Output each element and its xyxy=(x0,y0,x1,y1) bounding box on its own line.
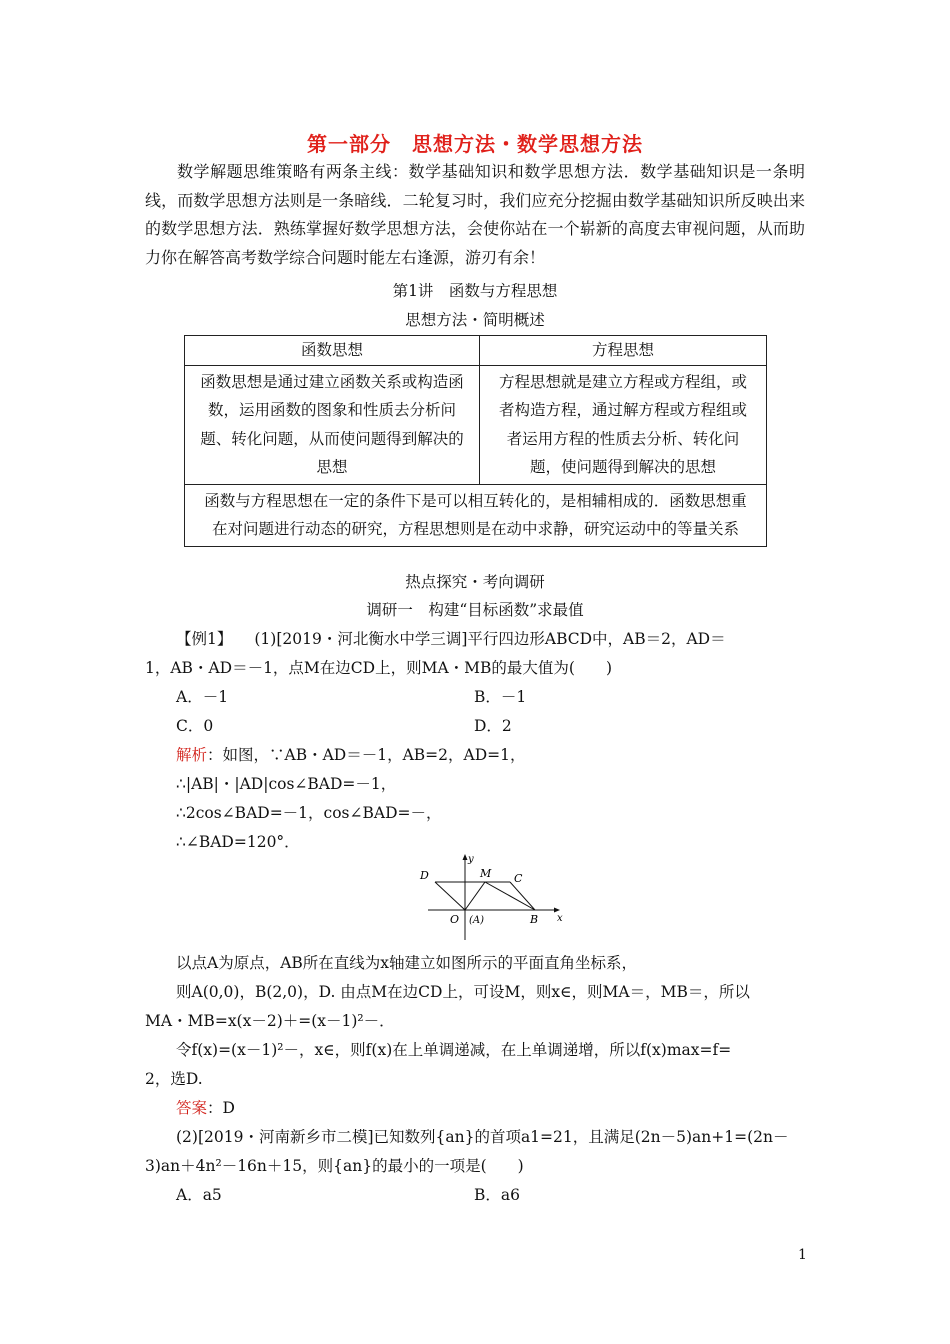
example-label: 【例1】 xyxy=(176,630,233,648)
choice-d: D．2 xyxy=(474,717,512,735)
topic-title: 调研一 构建“目标函数”求最值 xyxy=(366,601,584,619)
table-cell-relation: 函数与方程思想在一定的条件下是可以相互转化的，是相辅相成的．函数思想重在对问题进行动态的研究，方程思想则是在动中求静，研究运动中的等量关系 xyxy=(185,484,767,546)
table-cell-equation-thought: 方程思想就是建立方程或方程组，或者构造方程，通过解方程或方程组或者运用方程的性质去分析、转化问题，使问题得到解决的思想 xyxy=(479,365,766,484)
label-o: O xyxy=(450,913,460,926)
label-y: y xyxy=(468,854,474,865)
summary-table xyxy=(184,335,767,547)
y-axis-arrow xyxy=(463,854,468,860)
choice-a: A．－1 xyxy=(176,688,229,706)
choice-c: C．0 xyxy=(176,717,214,735)
intro-paragraph: 数学解题思维策略有两条主线：数学基础知识和数学思想方法．数学基础知识是一条明线，而数学思想方法则是一条暗线．二轮复习时，我们应充分挖掘由数学基础知识所反映出来的数学思想方法．熟练掌握好数学思想方法，会使你站在一个崭新的高度去审视问题，从而助力你在解答高考数学综合问题时能左右逢源，游刃有余！ xyxy=(145,162,805,267)
x-axis-arrow xyxy=(554,908,560,913)
answer-label: 答案 xyxy=(176,1099,208,1117)
example1-line1 xyxy=(176,627,726,649)
segment-am xyxy=(465,882,485,910)
analysis-text1: ：如图，∵AB・AD＝－1，AB=2，AD=1， xyxy=(207,746,526,764)
label-b: B xyxy=(530,913,539,926)
solution-line8: 令f(x)=(x－1)²－，x∈，则f(x)在上单调递减，在上单调递增，所以f(x)max=f= xyxy=(176,1041,732,1059)
choice-b: B．－1 xyxy=(474,688,527,706)
solution-line9: 2，选D. xyxy=(145,1070,203,1088)
analysis-step2: ∴|AB|・|AD|cos∠BAD=－1， xyxy=(176,775,397,793)
section-title: 热点探究・考向调研 xyxy=(405,573,545,591)
table-cell-function-thought: 函数思想是通过建立函数关系或构造函数，运用函数的图象和性质去分析问题、转化问题，从而使问题得到解决的思想 xyxy=(185,365,480,484)
table-header-function: 函数思想 xyxy=(185,336,480,366)
label-d: D xyxy=(420,869,429,882)
answer-line xyxy=(176,1096,235,1118)
solution-line5: 以点A为原点，AB所在直线为x轴建立如图所示的平面直角坐标系， xyxy=(176,954,638,972)
coordinate-figure xyxy=(410,850,580,945)
example1-stem: (1)[2019・河北衡水中学三调]平行四边形ABCD中，AB＝2，AD＝ xyxy=(254,630,726,648)
label-a: (A) xyxy=(469,915,485,926)
example2-line1: (2)[2019・河南新乡市二模]已知数列{an}的首项a1=21，且满足(2n－5)an+1=(2n－ xyxy=(176,1128,789,1146)
segment-cb xyxy=(510,882,535,910)
segment-da xyxy=(435,882,465,910)
example1-line2: 1，AB・AD＝－1，点M在边CD上，则MA・MB的最大值为( ) xyxy=(145,659,613,677)
answer-value: ：D xyxy=(207,1099,235,1117)
table-header-equation: 方程思想 xyxy=(479,336,766,366)
page-number: 1 xyxy=(798,1247,807,1263)
example2-choice-a: A．a5 xyxy=(176,1186,222,1204)
overview-title: 思想方法・简明概述 xyxy=(405,311,545,329)
segment-mb xyxy=(485,882,535,910)
analysis-step1 xyxy=(176,743,526,765)
solution-line6: 则A(0,0)，B(2,0)，D. 由点M在边CD上，可设M，则x∈，则MA＝，MB＝，所以 xyxy=(176,983,750,1001)
analysis-label: 解析 xyxy=(176,746,208,764)
example2-line2: 3)an＋4n²－16n＋15，则{an}的最小的一项是( ) xyxy=(145,1157,524,1175)
analysis-step3: ∴2cos∠BAD=－1，cos∠BAD=－， xyxy=(176,804,442,822)
label-c: C xyxy=(514,872,523,885)
example2-choice-b: B．a6 xyxy=(474,1186,520,1204)
page-title: 第一部分 思想方法・数学思想方法 xyxy=(307,132,643,156)
solution-line7: MA・MB=x(x－2)＋=(x－1)²－． xyxy=(145,1012,395,1030)
lecture-title: 第1讲 函数与方程思想 xyxy=(392,282,558,300)
analysis-step4: ∴∠BAD=120°． xyxy=(176,833,300,851)
label-x: x xyxy=(557,913,563,924)
label-m: M xyxy=(480,867,492,880)
